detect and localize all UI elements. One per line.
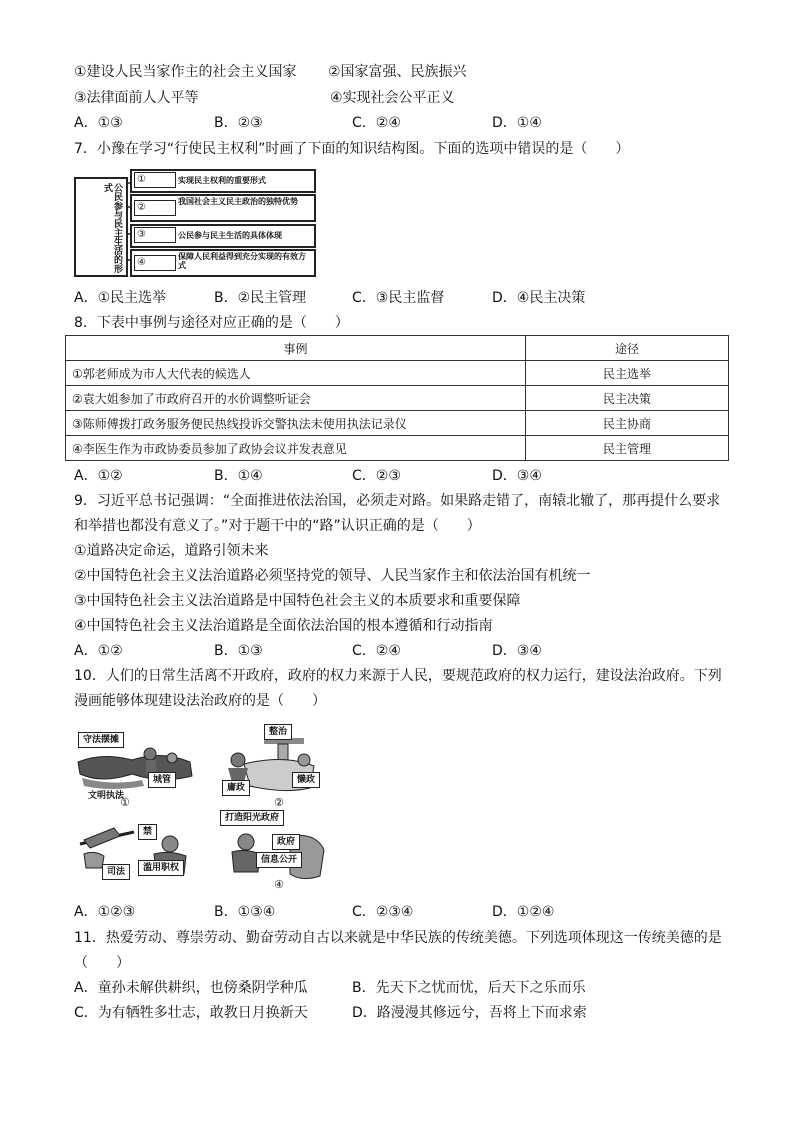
cartoon-1	[72, 728, 200, 808]
diagram-row-1	[130, 169, 316, 193]
diagram-root-box	[74, 177, 128, 277]
q9-option-b: B．①③	[214, 643, 263, 659]
q10-option-c: C．②③④	[352, 904, 414, 920]
diagram-row-1-desc: 实现民主权利的重要形式	[178, 176, 266, 185]
q9-option-a: A．①②	[74, 643, 123, 659]
cartoon-1-sign: 守法摆摊	[78, 732, 124, 748]
q10-option-b: B．①③④	[214, 904, 276, 920]
cartoon-1-tag: 城管	[148, 772, 176, 788]
knowledge-structure-diagram	[72, 167, 317, 287]
q8-option-d: D．③④	[492, 468, 542, 484]
q8-option-b: B．①④	[214, 468, 263, 484]
diagram-row-3-num: ③	[134, 227, 176, 243]
cartoon-4-low: 信息公开	[256, 852, 302, 868]
diagram-row-2-desc: 我国社会主义民主政治的独特优势	[178, 197, 298, 206]
header-path: 途径	[526, 336, 729, 361]
q9-option-d: D．③④	[492, 643, 542, 659]
cartoon-3-left: 司法	[102, 864, 130, 880]
cartoon-2-left: 庸政	[222, 780, 250, 796]
q9-stem-line2: 和举措也都没有意义了。”对于题干中的“路”认识正确的是（ ）	[74, 518, 481, 534]
cartoon-3-right: 滥用职权	[138, 860, 184, 876]
q6-item-1: ①建设人民当家作主的社会主义国家	[74, 64, 297, 80]
diagram-row-3-desc: 公民参与民主生活的具体体现	[178, 231, 282, 240]
q8-stem: 8．下表中事例与途径对应正确的是（ ）	[74, 315, 349, 331]
q9-item-4: ④中国特色社会主义法治道路是全面依法治国的根本遵循和行动指南	[74, 618, 493, 634]
cartoon-3	[74, 814, 204, 890]
cartoon-4	[216, 806, 332, 892]
diagram-row-2	[130, 194, 316, 222]
q9-item-1: ①道路决定命运，道路引领未来	[74, 543, 269, 559]
q11-option-b: B．先天下之忧而忧，后天下之乐而乐	[352, 980, 586, 996]
row-1-example: ①郭老师成为市人大代表的候选人	[66, 361, 526, 386]
cartoon-4-number: ④	[274, 878, 284, 891]
row-2-example: ②袁大姐参加了市政府召开的水价调整听证会	[66, 386, 526, 411]
q7-option-a: A．①民主选举	[74, 290, 167, 306]
diagram-row-4	[130, 249, 316, 277]
q9-option-c: C．②④	[352, 643, 401, 659]
row-4-example: ④李医生作为市政协委员参加了政协会议并发表意见	[66, 436, 526, 461]
q8-option-a: A．①②	[74, 468, 123, 484]
q6-option-c: C．②④	[352, 115, 401, 131]
diagram-root-label: 公民参与民主生活的形式	[102, 183, 122, 273]
q6-option-b: B．②③	[214, 115, 263, 131]
table-row	[66, 436, 729, 461]
q11-option-a: A．童孙未解供耕织，也傍桑阴学种瓜	[74, 980, 308, 996]
q9-item-2: ②中国特色社会主义法治道路必须坚持党的领导、人民当家作主和依法治国有机统一	[74, 568, 591, 584]
diagram-row-4-desc: 保障人民利益得到充分实现的有效方式	[178, 252, 306, 270]
q10-stem-line2: 漫画能够体现建设法治政府的是（ ）	[74, 693, 326, 709]
cartoon-3-sign: 禁	[138, 824, 157, 840]
cartoon-1-number: ①	[120, 796, 130, 809]
q6-item-2: ②国家富强、民族振兴	[328, 64, 467, 80]
q6-item-3: ③法律面前人人平等	[74, 90, 199, 106]
table-header-row	[66, 336, 729, 361]
cartoon-4-mid: 政府	[272, 834, 300, 850]
q7-option-c: C．③民主监督	[352, 290, 445, 306]
q10-stem-line1: 10．人们的日常生活离不开政府，政府的权力来源于人民，要规范政府的权力运行，建设法治政府。下列	[74, 668, 722, 684]
table-row	[66, 386, 729, 411]
table-row	[66, 411, 729, 436]
diagram-row-3	[130, 224, 316, 248]
q8-option-c: C．②③	[352, 468, 401, 484]
q9-stem-line1: 9．习近平总书记强调：“全面推进依法治国，必须走对路。如果路走错了，南辕北辙了，那再提什么要求	[74, 493, 721, 509]
q7-option-d: D．④民主决策	[492, 290, 586, 306]
row-3-example: ③陈师傅拨打政务服务便民热线投诉交警执法未使用执法记录仪	[66, 411, 526, 436]
header-example: 事例	[66, 336, 526, 361]
q8-table	[65, 335, 729, 461]
row-3-path: 民主协商	[526, 411, 729, 436]
q11-option-c: C．为有牺牲多壮志，敢教日月换新天	[74, 1005, 308, 1021]
diagram-row-4-num: ④	[134, 255, 176, 271]
q6-option-a: A．①③	[74, 115, 123, 131]
diagram-row-1-num: ①	[134, 172, 176, 188]
q11-option-d: D．路漫漫其修远兮，吾将上下而求索	[352, 1005, 587, 1021]
q6-item-4: ④实现社会公平正义	[330, 90, 455, 106]
table-row	[66, 361, 729, 386]
cartoon-2-right: 懒政	[292, 772, 320, 788]
row-4-path: 民主管理	[526, 436, 729, 461]
q7-option-b: B．②民主管理	[214, 290, 307, 306]
cartoon-2-sign: 整治	[264, 724, 292, 740]
cartoon-2-number: ②	[274, 796, 284, 809]
diagram-row-2-num: ②	[134, 200, 176, 216]
q10-option-a: A．①②③	[74, 904, 136, 920]
cartoon-1-caption: 文明执法	[88, 791, 125, 801]
row-1-path: 民主选举	[526, 361, 729, 386]
cartoon-2	[214, 720, 324, 810]
q11-stem-line1: 11．热爱劳动、尊崇劳动、勤奋劳动自古以来就是中华民族的传统美德。下列选项体现这一传统美德的是	[74, 930, 722, 946]
q10-option-d: D．①②④	[492, 904, 555, 920]
q6-option-d: D．①④	[492, 115, 542, 131]
q11-stem-line2: （ ）	[74, 955, 130, 971]
row-2-path: 民主决策	[526, 386, 729, 411]
cartoon-4-sign: 打造阳光政府	[220, 810, 284, 826]
q9-item-3: ③中国特色社会主义法治道路是中国特色社会主义的本质要求和重要保障	[74, 593, 521, 609]
q7-stem: 7．小豫在学习“行使民主权利”时画了下面的知识结构图。下面的选项中错误的是（ ）	[74, 141, 630, 157]
